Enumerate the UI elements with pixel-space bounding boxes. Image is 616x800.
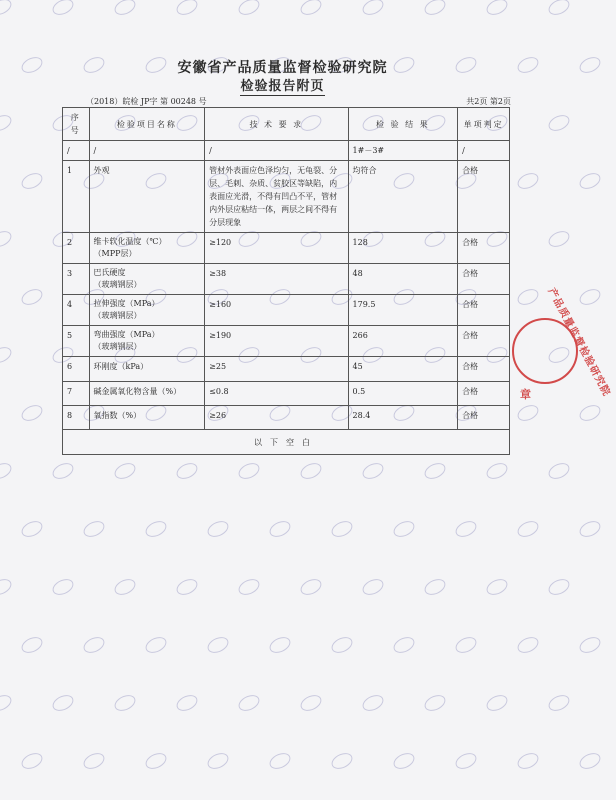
watermark-mark (298, 0, 324, 18)
watermark-mark (329, 634, 355, 656)
cell-judgment: 合格 (458, 382, 510, 406)
header-item: 检验项目名称 (89, 108, 205, 141)
table-row (63, 264, 510, 295)
cell-requirement: ≥38 (205, 264, 348, 295)
watermark-mark (515, 634, 541, 656)
watermark-mark (81, 750, 107, 772)
watermark-mark (50, 0, 76, 18)
header-requirement: 技 术 要 求 (205, 108, 348, 141)
table-row (63, 357, 510, 382)
table-row (63, 295, 510, 326)
watermark-mark (112, 692, 138, 714)
watermark-mark (453, 518, 479, 540)
watermark-mark (0, 576, 14, 598)
table-header-row (63, 108, 510, 141)
watermark-mark (391, 634, 417, 656)
cell-item: 外观 (89, 161, 205, 233)
table-row (63, 233, 510, 264)
watermark-mark (422, 460, 448, 482)
watermark-mark (236, 0, 262, 18)
seal-char: 章 (520, 388, 531, 401)
watermark-mark (205, 634, 231, 656)
cell-judgment: 合格 (458, 357, 510, 382)
watermark-mark (19, 286, 45, 308)
watermark-mark (298, 576, 324, 598)
watermark-mark (112, 576, 138, 598)
official-seal (512, 286, 612, 399)
watermark-mark (236, 576, 262, 598)
watermark-mark (546, 112, 572, 134)
cell-judgment: 合格 (458, 295, 510, 326)
watermark-mark (329, 518, 355, 540)
watermark-mark (174, 692, 200, 714)
watermark-mark (19, 750, 45, 772)
watermark-mark (546, 460, 572, 482)
cell-result: 266 (348, 326, 458, 357)
watermark-mark (577, 750, 603, 772)
watermark-mark (515, 402, 541, 424)
watermark-mark (515, 750, 541, 772)
watermark-mark (174, 0, 200, 18)
cell-no: 6 (63, 357, 90, 382)
watermark-mark (19, 170, 45, 192)
watermark-mark (515, 518, 541, 540)
cell-item: 弯曲强度（MPa） （玻璃钢层） (89, 326, 205, 357)
watermark-mark (484, 460, 510, 482)
watermark-mark (577, 402, 603, 424)
cell-requirement: ≥26 (205, 406, 348, 430)
watermark-mark (484, 692, 510, 714)
watermark-mark (422, 576, 448, 598)
cell-result: 0.5 (348, 382, 458, 406)
blank-below-note: 以下空白 (63, 430, 510, 455)
watermark-mark (360, 0, 386, 18)
header-judgment: 单项判定 (458, 108, 510, 141)
watermark-mark (267, 634, 293, 656)
watermark-mark (577, 634, 603, 656)
cell-judgment: 合格 (458, 161, 510, 233)
cell-no: 1 (63, 161, 90, 233)
cell-no: 8 (63, 406, 90, 430)
watermark-mark (0, 460, 14, 482)
watermark-mark (267, 750, 293, 772)
watermark-mark (360, 576, 386, 598)
watermark-mark (391, 518, 417, 540)
watermark-mark (174, 576, 200, 598)
watermark-mark (174, 460, 200, 482)
watermark-mark (577, 286, 603, 308)
watermark-mark (50, 692, 76, 714)
watermark-mark (50, 576, 76, 598)
cell-item: 巴氏硬度 （玻璃钢层） (89, 264, 205, 295)
watermark-mark (19, 402, 45, 424)
watermark-mark (484, 576, 510, 598)
header-no: 序号 (63, 108, 90, 141)
cell-result: 128 (348, 233, 458, 264)
cell-result: 179.5 (348, 295, 458, 326)
watermark-mark (0, 0, 14, 18)
cell-item: 拉伸强度（MPa） （玻璃钢层） (89, 295, 205, 326)
watermark-mark (329, 750, 355, 772)
cell-item: / (89, 141, 205, 161)
watermark-mark (143, 750, 169, 772)
cell-no: 5 (63, 326, 90, 357)
watermark-mark (112, 460, 138, 482)
watermark-mark (577, 170, 603, 192)
watermark-mark (50, 460, 76, 482)
watermark-mark (0, 228, 14, 250)
cell-result: 1#－3# (348, 141, 458, 161)
watermark-mark (143, 634, 169, 656)
cell-requirement: ≤0.8 (205, 382, 348, 406)
table-row (63, 406, 510, 430)
watermark-mark (360, 460, 386, 482)
header-result: 检 验 结 果 (348, 108, 458, 141)
document-title: 检验报告附页 (240, 79, 325, 94)
cell-requirement: 管材外表面应色泽均匀，无龟裂、分层、毛刺、杂质、贫胶区等缺陷，内表面应光滑，不得有凹凸不平，管材内外层应粘结一体，两层之间不得有分层现象 (205, 161, 348, 233)
watermark-mark (546, 576, 572, 598)
watermark-mark (546, 228, 572, 250)
cell-item: 碱金属氧化物含量（%） (89, 382, 205, 406)
watermark-mark (143, 518, 169, 540)
table-row (63, 161, 510, 233)
cell-requirement: ≥120 (205, 233, 348, 264)
cell-requirement: ≥160 (205, 295, 348, 326)
watermark-mark (0, 692, 14, 714)
cell-judgment: 合格 (458, 233, 510, 264)
watermark-mark (360, 692, 386, 714)
cell-requirement: ≥190 (205, 326, 348, 357)
watermark-mark (422, 692, 448, 714)
watermark-mark (515, 170, 541, 192)
watermark-mark (19, 634, 45, 656)
watermark-mark (546, 692, 572, 714)
watermark-mark (112, 0, 138, 18)
watermark-mark (267, 518, 293, 540)
cell-judgment: / (458, 141, 510, 161)
watermark-mark (298, 460, 324, 482)
cell-requirement: / (205, 141, 348, 161)
watermark-mark (0, 112, 14, 134)
watermark-mark (577, 518, 603, 540)
watermark-mark (0, 344, 14, 366)
report-reference: （2018）皖检 JP字 第 00248 号 (86, 97, 207, 106)
table-footer-row (63, 430, 510, 455)
watermark-mark (422, 0, 448, 18)
institute-title: 安徽省产品质量监督检验研究院 (177, 60, 388, 76)
watermark-mark (81, 634, 107, 656)
cell-no: 3 (63, 264, 90, 295)
cell-item: 维卡软化温度（℃） （MPP层） (89, 233, 205, 264)
watermark-mark (205, 518, 231, 540)
watermark-mark (577, 54, 603, 76)
watermark-mark (236, 460, 262, 482)
watermark-mark (298, 692, 324, 714)
cell-item: 环刚度（kPa） (89, 357, 205, 382)
watermark-mark (236, 692, 262, 714)
table-row (63, 141, 510, 161)
cell-no: 7 (63, 382, 90, 406)
watermark-mark (515, 286, 541, 308)
cell-no: 2 (63, 233, 90, 264)
cell-judgment: 合格 (458, 264, 510, 295)
cell-no: / (63, 141, 90, 161)
cell-result: 48 (348, 264, 458, 295)
cell-result: 28.4 (348, 406, 458, 430)
watermark-mark (81, 518, 107, 540)
watermark-mark (546, 0, 572, 18)
watermark-mark (453, 634, 479, 656)
cell-judgment: 合格 (458, 326, 510, 357)
table-row (63, 326, 510, 357)
cell-result: 均符合 (348, 161, 458, 233)
cell-no: 4 (63, 295, 90, 326)
watermark-mark (453, 750, 479, 772)
cell-judgment: 合格 (458, 406, 510, 430)
page-indicator: 共2页 第2页 (466, 97, 511, 106)
watermark-mark (205, 750, 231, 772)
table-row (63, 382, 510, 406)
watermark-mark (484, 0, 510, 18)
cell-item: 氧指数（%） (89, 406, 205, 430)
watermark-mark (19, 518, 45, 540)
seal-text: 产品质量监督检验研究院 (545, 286, 612, 399)
cell-result: 45 (348, 357, 458, 382)
watermark-mark (391, 750, 417, 772)
inspection-results-table (62, 107, 510, 455)
cell-requirement: ≥25 (205, 357, 348, 382)
